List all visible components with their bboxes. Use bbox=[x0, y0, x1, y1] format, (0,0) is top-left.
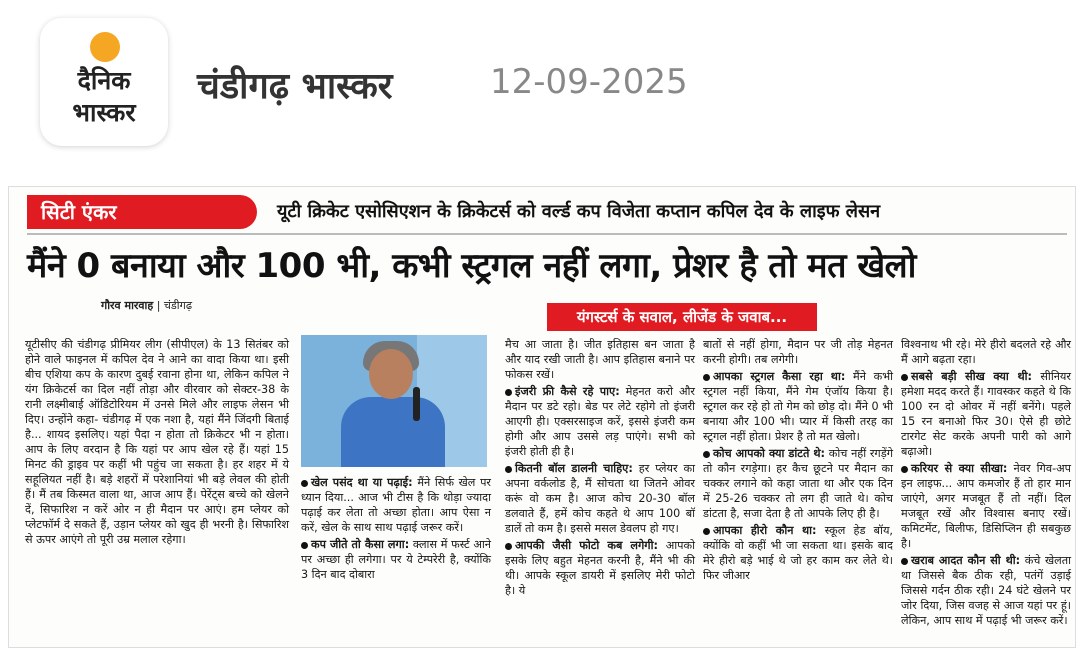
answer: कोच नहीं रगड़ेंगे तो कौन रगड़ेगा। हर कैच छूटने पर मैदान का चक्कर लगाने को कहा जाता था और एक दिन में 25-26 चक्कर तो लग ही जाते थे। कोच डांटता है, सजा देता है तो आपके लिए ही है। bbox=[703, 447, 893, 520]
answer: क्लास में फर्स्ट आने पर अच्छा ही लगेगा। पर ये टेम्परेरी है, क्योंकि 3 दिन बाद दोबारा bbox=[301, 538, 492, 581]
answer: मेहनत करो और मैदान पर डटे रहो। बेड पर लेटे रहोगे तो इंजरी आएगी ही। एक्सरसाइज करें, इससे इंजरी कम होगी और आप उससे लड़ पाएंगे। सभी को इंजरी होती ही है। bbox=[505, 385, 695, 458]
column-1-text: यूटीसीए की चंडीगढ़ प्रीमियर लीग (सीपीएल) के 13 सितंबर को होने वाले फाइनल में कपिल देव ने आने का वादा किया था। इसी बीच एशिया कप के कारण दुबई रवाना होना था, लेकिन कपिल ने यंग क्रिकेटर्स का दिल नहीं तोड़ा और वीरवार को सेक्टर-38 के रानी लक्ष्मीबाई ऑडिटोरियम में उनसे मिले और लाइफ लेसन भी दिए। उन्होंने कहा- चंडीगढ़ में एक नशा है, यहां मैंने जिंदगी बिताई है... शायद इसलिए। यहां पैदा न होता तो क्रिकेटर भी न होता। आप के लिए वरदान है कि यहां पर आप खेल रहे हैं। यहां 15 मिनट की ड्राइव पर कहीं भी पहुंच जा सकता है। हर शहर में ये सहूलियत नहीं है। बड़े शहरों में परेशानियां भी बड़े लेवल की होती हैं। मैं तब किस्मत वाला था, आज आप हैं। पेरेंट्स बच्चे को खेलने दें, सिफारिश न करें ओर न ही मैदान पर आएं। हम प्लेयर को प्लेटफॉर्म दे सकते हैं, उड़ान प्लेयर को खुद ही भरनी है। सिफारिश से ऊपर आएंगे तो पूरी उम्र मलाल रहेगा। bbox=[25, 338, 289, 546]
edition-date: 12-09-2025 bbox=[490, 62, 688, 102]
question: आपका हीरो कौन था: bbox=[713, 524, 817, 537]
logo-line2: भास्कर bbox=[72, 98, 136, 127]
answer: स्कूल हेड बॉय, क्योंकि वो कहीं भी जा सकता था। इसके बाद मेरे हीरो बड़े भाई थे जो हर काम कर लेते थे। फिर जीआर bbox=[703, 524, 893, 582]
question: इंजरी फ्री कैसे रहे पाए: bbox=[515, 385, 620, 398]
byline-place: चंडीगढ़ bbox=[163, 299, 193, 312]
answer: मैंने सिर्फ खेल पर ध्यान दिया... आज भी टीस है कि थोड़ा ज्यादा पढ़ाई कर लेता तो अच्छा होता। आप ऐसा न करें, खेल के साथ साथ पढ़ाई जरूर करें। bbox=[301, 476, 492, 534]
continued-text: बातों से नहीं होगा, मैदान पर जी तोड़ मेहनत करनी होगी। तब लगेगी। bbox=[703, 338, 893, 366]
answer: मैंने कभी स्ट्रगल नहीं किया, मैंने गेम एंजॉय किया है। स्ट्रगल कर रहे हो तो गेम को छोड़ दो। मैंने 0 भी बनाया और 100 भी। प्यार में किसी तरह का स्ट्रगल नहीं होता। प्रेशर है तो मत खेलो। bbox=[703, 370, 894, 443]
question: कप जीते तो कैसा लगा: bbox=[311, 538, 410, 551]
question: कोच आपको क्या डांटते थे: bbox=[713, 447, 826, 460]
column-4 bbox=[703, 337, 893, 585]
sun-icon bbox=[90, 32, 120, 62]
question: कितनी बॉल डालनी चाहिए: bbox=[515, 462, 633, 475]
dainik-bhaskar-logo bbox=[40, 18, 168, 146]
logo-line1: दैनिक bbox=[77, 66, 131, 95]
question: करियर से क्या सीखा: bbox=[911, 462, 1008, 475]
question: सबसे बड़ी सीख क्या थी: bbox=[911, 370, 1033, 383]
continued-text: विश्वनाथ भी रहे। मेरे हीरो बदलते रहे और मैं आगे बढ़ता रहा। bbox=[901, 338, 1071, 366]
question: खेल पसंद था या पढ़ाई: bbox=[311, 476, 413, 489]
strap-line: यूटी क्रिकेट एसोसिएशन के क्रिकेटर्स को वर्ल्ड कप विजेता कप्तान कपिल देव के लाइफ लेसन bbox=[277, 201, 881, 222]
qa-banner: यंगस्टर्स के सवाल, लीजेंड के जवाब... bbox=[547, 303, 817, 331]
continued-text: मैच आ जाता है। जीत इतिहास बन जाता है और याद रखी जाती है। आप इतिहास बनाने पर फोकस रखें। bbox=[505, 338, 695, 381]
divider bbox=[27, 233, 1067, 235]
byline: गौरव मारवाह | चंडीगढ़ bbox=[101, 299, 193, 312]
column-2 bbox=[301, 475, 491, 584]
byline-name: गौरव मारवाह bbox=[101, 299, 154, 312]
newspaper-clipping bbox=[8, 186, 1076, 648]
question: आपकी जैसी फोटो कब लगेगी: bbox=[515, 539, 658, 552]
headline: मैंने 0 बनाया और 100 भी, कभी स्ट्रगल नहीं लगा, प्रेशर है तो मत खेलो bbox=[27, 246, 916, 286]
column-5 bbox=[901, 337, 1071, 630]
kapil-dev-photo bbox=[301, 335, 487, 467]
answer: हर प्लेयर का अपना वर्कलोड है, मैं सोचता था जितने ओवर करूं वो कम है। आज कोच 20-30 बॉल डलवाते हैं, हमें कोच कहते थे आप 100 बॉ डालें तो कम है। इससे मसल डेवलप हो गए। bbox=[505, 462, 695, 535]
edition-title: चंडीगढ़ भास्कर bbox=[197, 66, 393, 107]
answer: कंचे खेलता था जिससे बैक ठीक रही, पतंगें उड़ाई जिससे गर्दन ठीक रही। 24 घंटे खेलने पर जोर दिया, जिस वजह से आज यहां पर हूं। लेकिन, आप साथ में पढ़ाई भी जरूर करें। bbox=[901, 554, 1072, 627]
question: खराब आदत कौन सी थी: bbox=[911, 554, 1021, 567]
question: आपका स्ट्रगल कैसा रहा था: bbox=[713, 370, 846, 383]
microphone-icon bbox=[413, 387, 420, 421]
column-1 bbox=[25, 337, 289, 549]
answer: सीनियर हमेशा मदद करते हैं। गावस्कर कहते थे कि 100 रन दो ओवर में नहीं बनेंगे। पहले 15 रन बनाओ फिर 30। ऐसे ही छोटे टारगेट सेट करके अपनी पारी को आगे बढ़ाओ। bbox=[901, 370, 1071, 458]
kicker-label: सिटी एंकर bbox=[27, 195, 257, 229]
answer: नेवर गिव-अप इन लाइफ... आप कमजोर हैं तो हार मान जाएंगे, अगर मजबूत हैं तो नहीं। दिल मजबूत रखें और विश्वास बनाए रखें। कमिटमेंट, बिलीफ, डिसिप्लिन ही सबकुछ है। bbox=[901, 462, 1072, 550]
answer: आपको इसके लिए बहुत मेहनत करनी है, मैंने भी की थी। आपके स्कूल डायरी में इसलिए मेरी फोटो है। ये bbox=[505, 539, 695, 597]
column-3 bbox=[505, 337, 695, 600]
